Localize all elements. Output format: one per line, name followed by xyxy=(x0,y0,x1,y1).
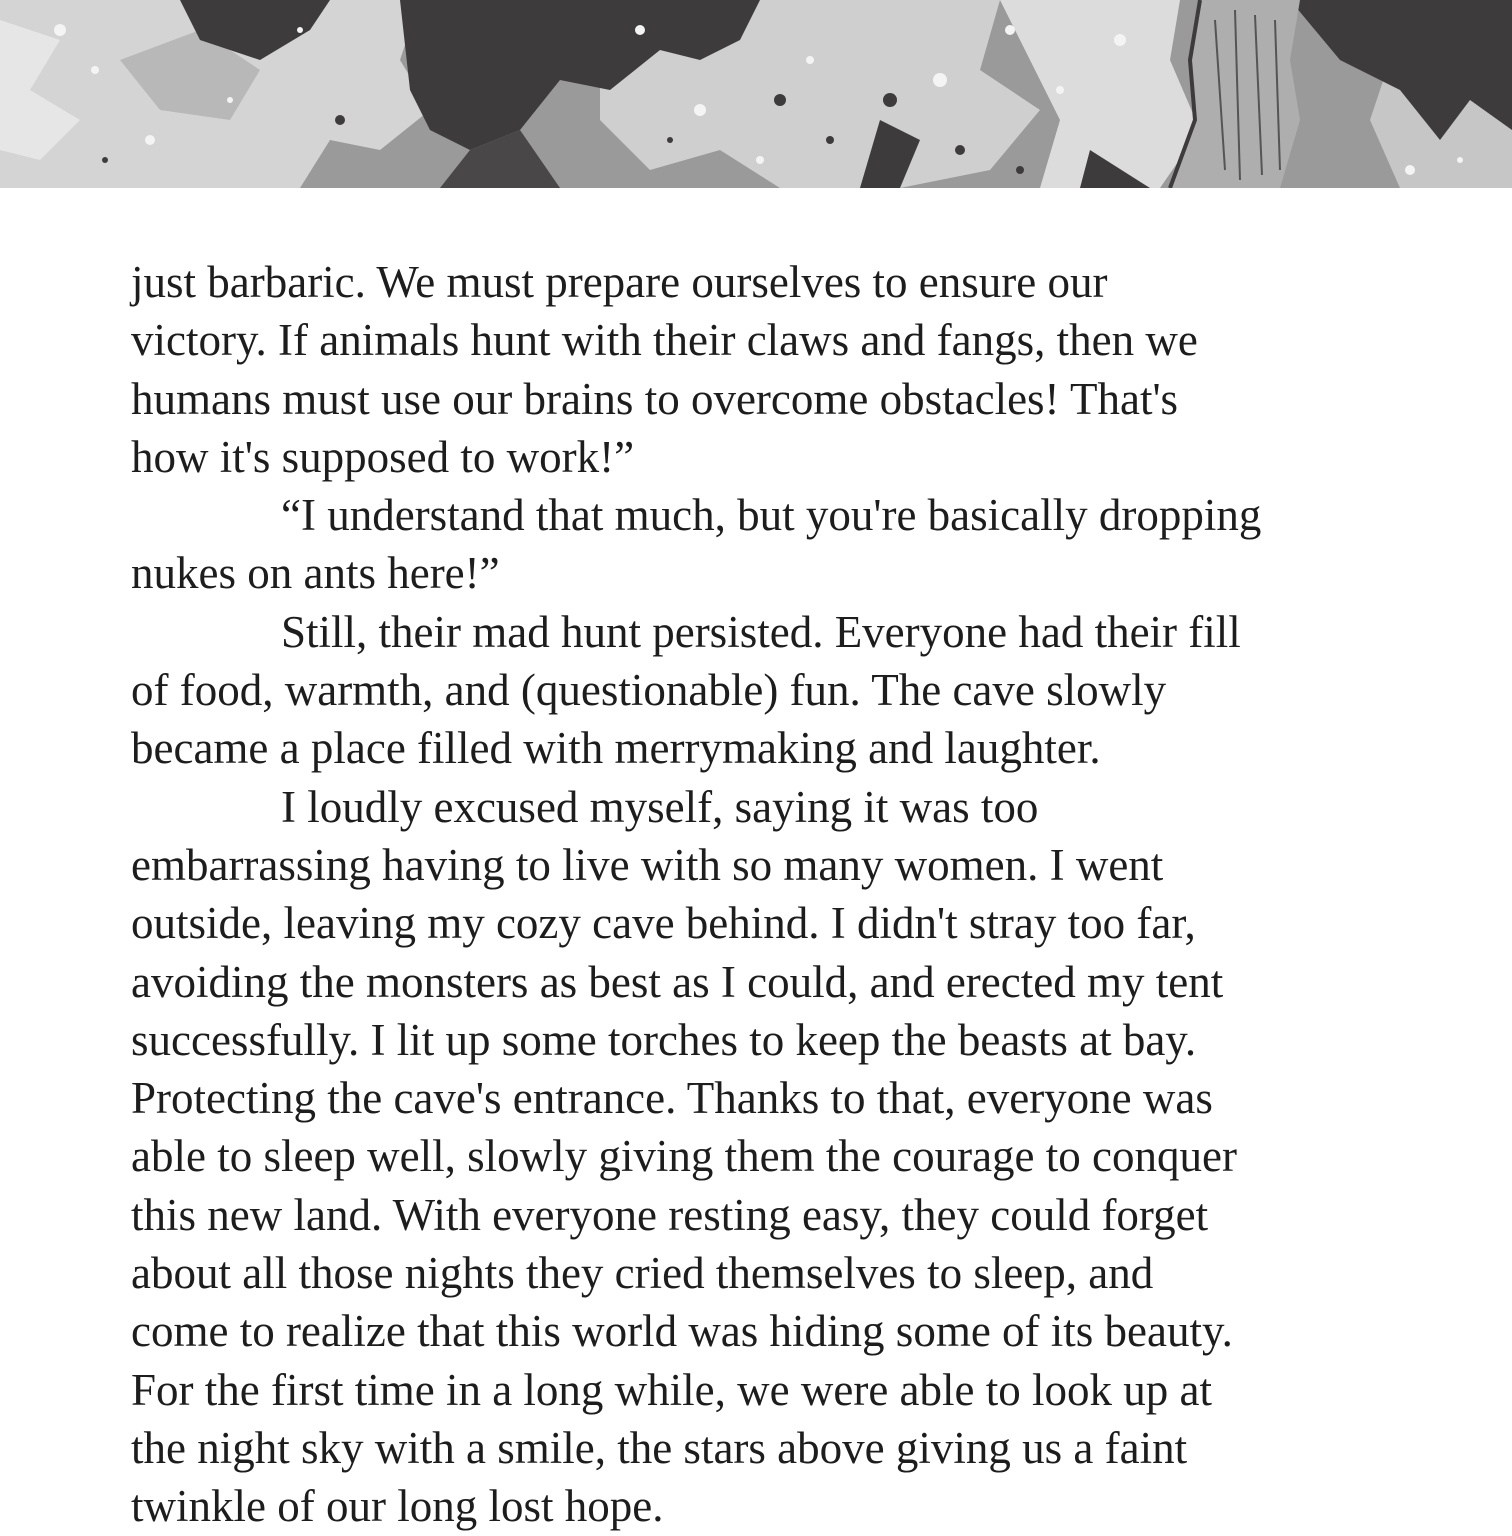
text-line: able to sleep well, slowly giving them the courage to conquer xyxy=(131,1131,1237,1182)
text-line: outside, leaving my cozy cave behind. I didn't stray too far, xyxy=(131,898,1196,949)
header-illustration xyxy=(0,0,1512,188)
text-line: nukes on ants here!” xyxy=(131,548,500,599)
text-line: For the first time in a long while, we were able to look up at xyxy=(131,1364,1212,1415)
text-line: humans must use our brains to overcome obstacles! That's xyxy=(131,373,1179,424)
text-line: I loudly excused myself, saying it was too xyxy=(281,781,1039,832)
text-line: became a place filled with merrymaking and laughter. xyxy=(131,723,1101,774)
text-line: successfully. I lit up some torches to keep the beasts at bay. xyxy=(131,1014,1197,1065)
text-line: Still, their mad hunt persisted. Everyone had their fill xyxy=(281,606,1241,657)
text-line: come to realize that this world was hiding some of its beauty. xyxy=(131,1306,1233,1357)
text-line: of food, warmth, and (questionable) fun. The cave slowly xyxy=(131,665,1167,716)
text-line: the night sky with a smile, the stars above giving us a faint xyxy=(131,1422,1188,1473)
text-line: twinkle of our long lost hope. xyxy=(131,1481,664,1532)
page-body-text xyxy=(131,253,1391,1536)
ink-splatter-forest-illustration-icon xyxy=(0,0,1512,188)
text-line: just barbaric. We must prepare ourselves to ensure our xyxy=(131,257,1108,307)
text-line: avoiding the monsters as best as I could, and erected my tent xyxy=(131,956,1224,1007)
text-line: about all those nights they cried themselves to sleep, and xyxy=(131,1248,1154,1299)
text-line: this new land. With everyone resting easy, they could forget xyxy=(131,1189,1209,1240)
text-line: embarrassing having to live with so many women. I went xyxy=(131,839,1164,890)
text-line: “I understand that much, but you're basically dropping xyxy=(281,490,1262,541)
text-line: how it's supposed to work!” xyxy=(131,431,635,482)
text-line: victory. If animals hunt with their claws and fangs, then we xyxy=(131,315,1198,366)
text-line: Protecting the cave's entrance. Thanks to that, everyone was xyxy=(131,1073,1213,1124)
